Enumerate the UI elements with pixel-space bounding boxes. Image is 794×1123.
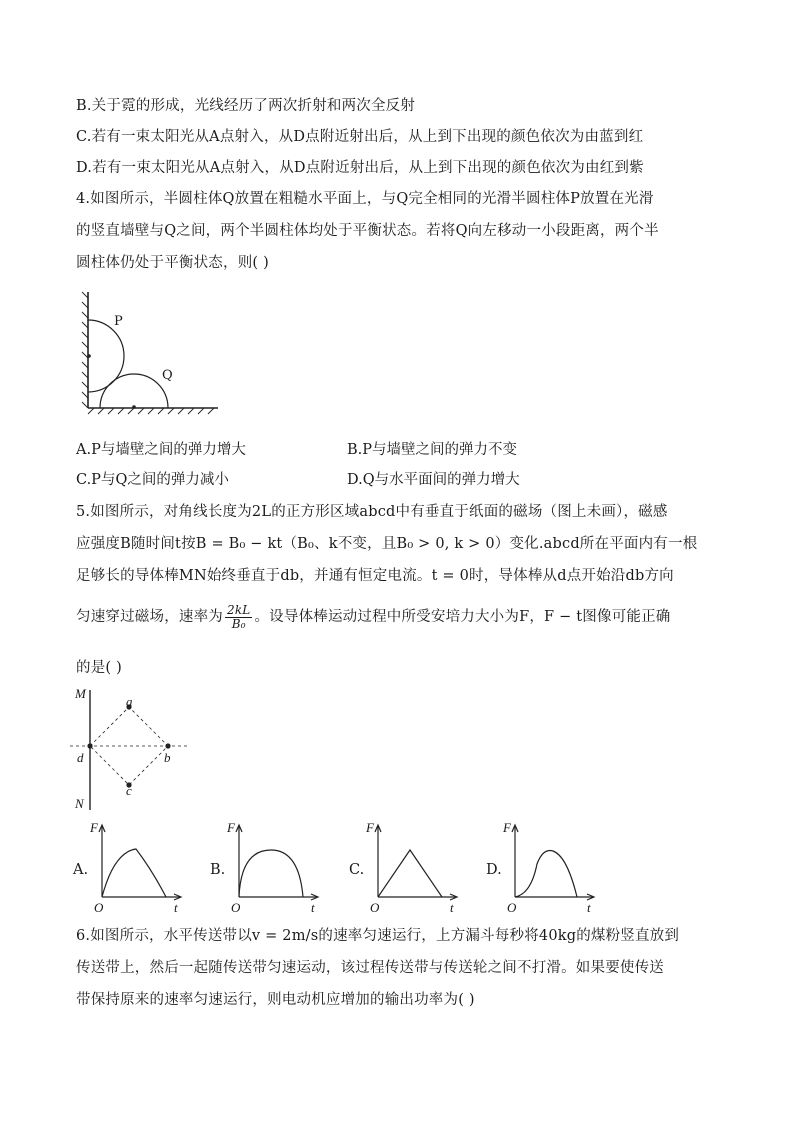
q4-option-a: A.P与墙壁之间的弹力增大 [76,442,246,458]
graph-c [372,822,462,902]
label-d: d [77,750,84,765]
q4-stem-line3: 圆柱体仍处于平衡状态，则( ) [76,255,269,271]
graph-d-t: t [587,900,591,915]
curve-c [378,850,442,897]
q5-line4-post: 。设导体棒运动过程中所受安培力大小为F，F − t图像可能正确 [254,609,671,625]
label-b: b [164,750,171,765]
q3-option-b: B.关于霓的形成，光线经历了两次折射和两次全反射 [76,98,416,114]
q4-option-b: B.P与墙壁之间的弹力不变 [347,442,518,458]
q4-stem-line2: 的竖直墙壁与Q之间，两个半圆柱体均处于平衡状态。若将Q向左移动一小段距离，两个半 [76,223,659,239]
q5-stem-line5: 的是( ) [76,660,122,676]
graph-b-choice: B. [210,862,226,878]
label-q: Q [162,368,173,383]
graph-a [96,822,186,902]
graph-c-choice: C. [349,862,365,878]
curve-d [515,851,577,897]
speed-fraction [225,604,252,631]
semicylinder-p [88,320,124,392]
fraction-numerator: 2kL [227,602,251,617]
graph-b-o: O [231,900,241,915]
q5-stem-line1: 5.如图所示，对角线长度为2L的正方形区域abcd中有垂直于纸面的磁场（图上未画），磁感 [76,504,668,520]
label-m: M [75,686,86,701]
graph-c-t: t [450,900,454,915]
label-c: c [126,783,132,798]
fraction-denominator: B₀ [231,616,246,631]
q4-figure [80,288,225,418]
q4-option-d: D.Q与水平面间的弹力增大 [347,472,520,488]
graph-a-t: t [174,900,178,915]
graph-d [509,822,599,902]
curve-b [239,850,303,897]
semicylinder-q [100,374,168,408]
graph-a-choice: A. [73,862,89,878]
graph-b-f: F [227,820,235,835]
q6-stem-line2: 传送带上，然后一起随传送带匀速运动，该过程传送带与传送轮之间不打滑。如果要使传送 [76,960,664,976]
graph-c-o: O [370,900,380,915]
q5-stem-line2: 应强度B随时间t按B = B₀ − kt（B₀、k不变，且B₀ > 0, k > 0）变化.abcd所在平面内有一根 [76,536,698,552]
graph-d-o: O [507,900,517,915]
label-n: N [75,796,84,811]
label-a: a [126,694,133,709]
q4-stem-line1: 4.如图所示，半圆柱体Q放置在粗糙水平面上，与Q完全相同的光滑半圆柱体P放置在光滑 [76,191,654,207]
graph-c-f: F [366,820,374,835]
label-p: P [114,314,123,329]
graph-a-o: O [94,900,104,915]
q5-stem-line3: 足够长的导体棒MN始终垂直于db，并通有恒定电流。t = 0时，导体棒从d点开始沿db方向 [76,568,674,584]
graph-d-choice: D. [486,862,502,878]
q6-stem-line1: 6.如图所示，水平传送带以v = 2m/s的速率匀速运行，上方漏斗每秒将40kg的煤粉竖直放到 [76,928,680,944]
q4-option-c: C.P与Q之间的弹力减小 [76,472,229,488]
graph-d-f: F [503,820,511,835]
graph-b [233,822,323,902]
q5-line4-pre: 匀速穿过磁场，速率为 [76,609,223,625]
q3-option-c: C.若有一束太阳光从A点射入，从D点附近射出后，从上到下出现的颜色依次为由蓝到红 [76,129,644,145]
graph-a-f: F [90,820,98,835]
q6-stem-line3: 带保持原来的速率匀速运行，则电动机应增加的输出功率为( ) [76,992,475,1008]
graph-b-t: t [311,900,315,915]
q5-stem-line4 [76,600,671,634]
q3-option-d: D.若有一束太阳光从A点射入，从D点附近射出后，从上到下出现的颜色依次为由红到紫 [76,160,644,176]
curve-a [102,849,166,897]
